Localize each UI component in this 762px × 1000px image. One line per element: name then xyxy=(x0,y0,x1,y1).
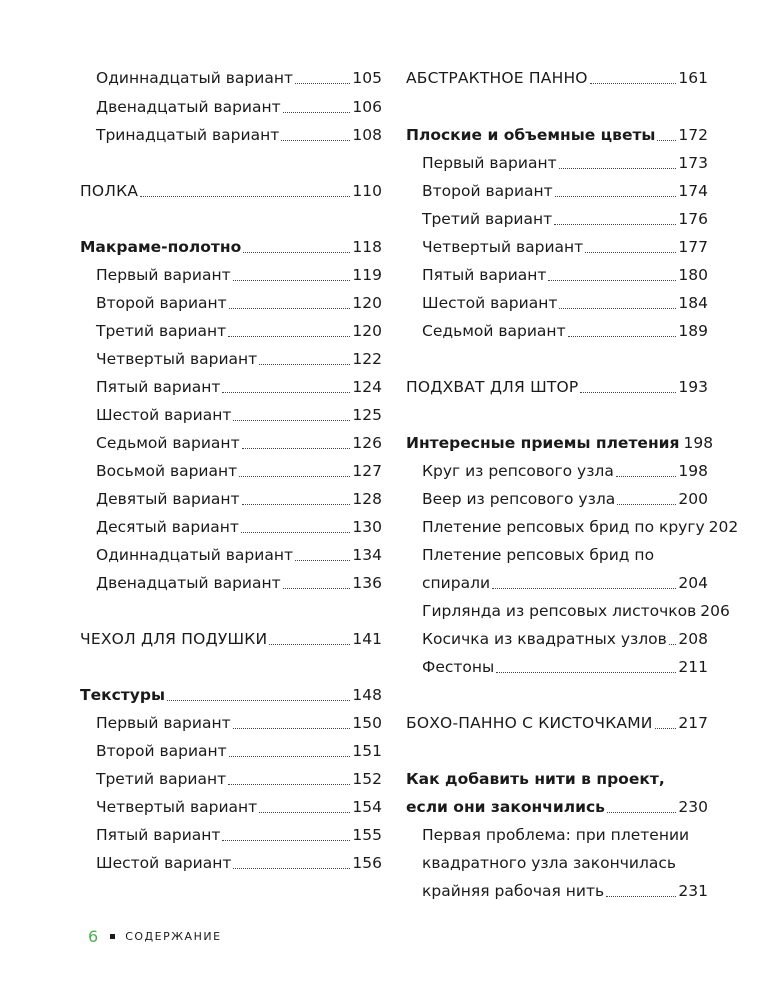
toc-entry: Четвертый вариант 154 xyxy=(96,798,382,816)
toc-entry: Восьмой вариант 127 xyxy=(96,462,382,480)
toc-entry: Косичка из квадратных узлов 208 xyxy=(422,630,708,648)
toc-entry: Веер из репсового узла 200 xyxy=(422,490,708,508)
page-footer xyxy=(88,927,222,946)
toc-entry-line: Плетение репсовых брид по xyxy=(422,546,655,564)
square-bullet-icon xyxy=(110,934,115,939)
toc-entry: Плетение репсовых брид по кругу 202 xyxy=(422,518,739,536)
toc-section: ЧЕХОЛ ДЛЯ ПОДУШКИ 141 xyxy=(80,630,382,648)
toc-entry: Тринадцатый вариант 108 xyxy=(96,126,382,144)
toc-entry: Шестой вариант 184 xyxy=(422,294,708,312)
toc-entry: Одиннадцатый вариант 105 xyxy=(96,69,382,87)
toc-entry: Второй вариант 151 xyxy=(96,742,382,760)
toc-chapter: Макраме-полотно 118 xyxy=(80,238,382,256)
toc-entry: Второй вариант 120 xyxy=(96,294,382,312)
toc-entry: Второй вариант 174 xyxy=(422,182,708,200)
toc-chapter: Текстуры 148 xyxy=(80,686,382,704)
toc-chapter: если они закончились 230 xyxy=(406,798,708,816)
toc-section: ПОДХВАТ ДЛЯ ШТОР 193 xyxy=(406,378,708,396)
toc-entry: Десятый вариант 130 xyxy=(96,518,382,536)
toc-chapter: Интересные приемы плетения 198 xyxy=(406,434,714,452)
toc-entry: крайняя рабочая нить 231 xyxy=(422,882,708,900)
toc-entry: Пятый вариант 124 xyxy=(96,378,382,396)
footer-label: СОДЕРЖАНИЕ xyxy=(125,930,222,943)
toc-entry: Круг из репсового узла 198 xyxy=(422,462,708,480)
toc-entry: Фестоны 211 xyxy=(422,658,708,676)
toc-entry: Шестой вариант 156 xyxy=(96,854,382,872)
toc-entry: Четвертый вариант 177 xyxy=(422,238,708,256)
toc-entry: Пятый вариант 180 xyxy=(422,266,708,284)
toc-chapter-line: Как добавить нити в проект, xyxy=(406,770,665,788)
toc-entry: Пятый вариант 155 xyxy=(96,826,382,844)
toc-entry: Шестой вариант 125 xyxy=(96,406,382,424)
toc-entry-line: Первая проблема: при плетении xyxy=(422,826,690,844)
toc-entry: Первый вариант 150 xyxy=(96,714,382,732)
toc-entry: Первый вариант 173 xyxy=(422,154,708,172)
toc-section: ПОЛКА 110 xyxy=(80,182,382,200)
toc-entry: Гирлянда из репсовых листочков 206 xyxy=(422,602,730,620)
toc-entry-line: квадратного узла закончилась xyxy=(422,854,677,872)
toc-entry: Третий вариант 176 xyxy=(422,210,708,228)
toc-chapter: Плоские и объемные цветы 172 xyxy=(406,126,708,144)
toc-entry: Двенадцатый вариант 106 xyxy=(96,98,382,116)
toc-section: БОХО-ПАННО С КИСТОЧКАМИ 217 xyxy=(406,714,708,732)
page-number: 6 xyxy=(88,927,99,946)
toc-section: АБСТРАКТНОЕ ПАННО 161 xyxy=(406,69,708,87)
toc-entry: Двенадцатый вариант 136 xyxy=(96,574,382,592)
toc-entry: Девятый вариант 128 xyxy=(96,490,382,508)
toc-entry: Седьмой вариант 189 xyxy=(422,322,708,340)
toc-entry: Первый вариант 119 xyxy=(96,266,382,284)
toc-entry: Третий вариант 120 xyxy=(96,322,382,340)
toc-entry: Четвертый вариант 122 xyxy=(96,350,382,368)
toc-entry: спирали 204 xyxy=(422,574,708,592)
toc-entry: Седьмой вариант 126 xyxy=(96,434,382,452)
toc-entry: Одиннадцатый вариант 134 xyxy=(96,546,382,564)
toc-entry: Третий вариант 152 xyxy=(96,770,382,788)
